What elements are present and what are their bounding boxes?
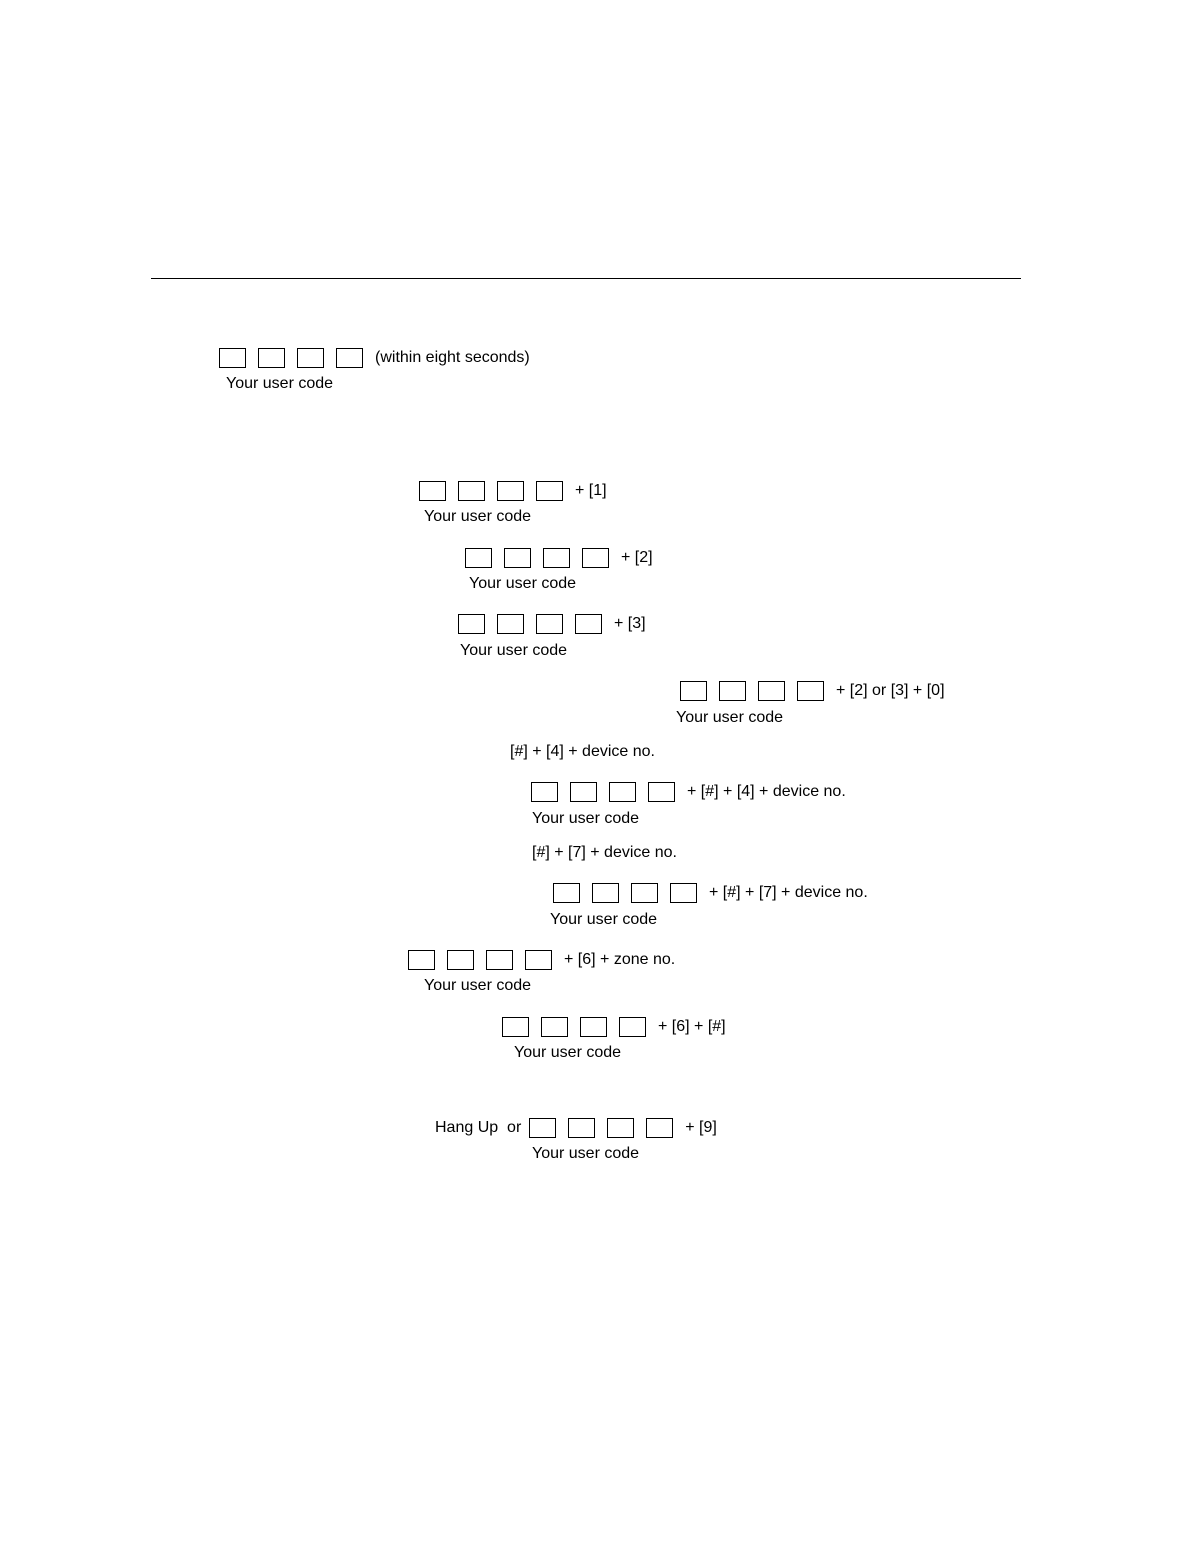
code-digit-box bbox=[543, 548, 570, 568]
code-digit-box bbox=[582, 548, 609, 568]
hash7-entry bbox=[550, 882, 868, 928]
header-divider bbox=[151, 278, 1021, 279]
code-digit-box bbox=[570, 782, 597, 802]
hash4-entry bbox=[531, 781, 846, 827]
code-digit-box bbox=[536, 614, 563, 634]
key-suffix: + [1] bbox=[575, 482, 607, 499]
code-caption: Your user code bbox=[424, 508, 532, 525]
code-caption: Your user code bbox=[532, 1145, 640, 1162]
code-digit-box bbox=[458, 481, 485, 501]
key-suffix: + [6] + [#] bbox=[658, 1018, 726, 1035]
key-suffix: + [6] + zone no. bbox=[564, 951, 676, 968]
code-digit-box bbox=[336, 348, 363, 368]
code-digit-box bbox=[797, 681, 824, 701]
code-digit-box bbox=[648, 782, 675, 802]
code-caption: Your user code bbox=[469, 575, 577, 592]
code-digit-box bbox=[419, 481, 446, 501]
code-digit-box bbox=[619, 1017, 646, 1037]
key-suffix: + [3] bbox=[614, 615, 646, 632]
key1-entry bbox=[419, 480, 607, 525]
code-caption: Your user code bbox=[424, 977, 532, 994]
code-digit-box bbox=[680, 681, 707, 701]
key-suffix: (within eight seconds) bbox=[375, 349, 530, 366]
code-digit-box bbox=[525, 950, 552, 970]
key3-entry bbox=[458, 613, 646, 659]
code-digit-box bbox=[592, 883, 619, 903]
code-caption: Your user code bbox=[676, 709, 784, 726]
key6-hash-entry bbox=[502, 1016, 726, 1061]
code-digit-box bbox=[719, 681, 746, 701]
code-digit-box bbox=[497, 481, 524, 501]
hangup-prefix: Hang Up or bbox=[435, 1119, 522, 1136]
code-digit-box bbox=[219, 348, 246, 368]
code-digit-box bbox=[504, 548, 531, 568]
code-digit-box bbox=[758, 681, 785, 701]
code-digit-box bbox=[531, 782, 558, 802]
code-caption: Your user code bbox=[532, 810, 640, 827]
code-digit-box bbox=[631, 883, 658, 903]
key-suffix: + [2] bbox=[621, 549, 653, 566]
code-caption: Your user code bbox=[514, 1044, 622, 1061]
key-suffix: + [9] bbox=[685, 1119, 717, 1136]
code-digit-box bbox=[458, 614, 485, 634]
hash7-plain-text: [#] + [7] + device no. bbox=[532, 844, 677, 861]
code-digit-box bbox=[553, 883, 580, 903]
code-digit-box bbox=[297, 348, 324, 368]
code-digit-box bbox=[575, 614, 602, 634]
code-digit-box bbox=[447, 950, 474, 970]
zone6-entry bbox=[408, 949, 676, 994]
code-digit-box bbox=[607, 1118, 634, 1138]
hash4-plain-text: [#] + [4] + device no. bbox=[510, 743, 655, 760]
code-digit-box bbox=[465, 548, 492, 568]
key-suffix: + [#] + [7] + device no. bbox=[709, 884, 868, 901]
code-caption: Your user code bbox=[550, 911, 658, 928]
code-digit-box bbox=[529, 1118, 556, 1138]
code-caption: Your user code bbox=[226, 375, 334, 392]
code-digit-box bbox=[486, 950, 513, 970]
code-digit-box bbox=[536, 481, 563, 501]
code-digit-box bbox=[670, 883, 697, 903]
key-suffix: + [2] or [3] + [0] bbox=[836, 682, 945, 699]
code-digit-box bbox=[541, 1017, 568, 1037]
code-digit-box bbox=[408, 950, 435, 970]
key-suffix: + [#] + [4] + device no. bbox=[687, 783, 846, 800]
code-digit-box bbox=[497, 614, 524, 634]
code-digit-box bbox=[568, 1118, 595, 1138]
key2-entry bbox=[465, 547, 653, 592]
code-digit-box bbox=[609, 782, 636, 802]
hangup-entry bbox=[435, 1117, 717, 1162]
code-digit-box bbox=[580, 1017, 607, 1037]
code-caption: Your user code bbox=[460, 642, 568, 659]
disarm-entry bbox=[219, 347, 530, 392]
code-digit-box bbox=[258, 348, 285, 368]
key23-0-entry bbox=[676, 680, 945, 726]
code-digit-box bbox=[646, 1118, 673, 1138]
code-digit-box bbox=[502, 1017, 529, 1037]
